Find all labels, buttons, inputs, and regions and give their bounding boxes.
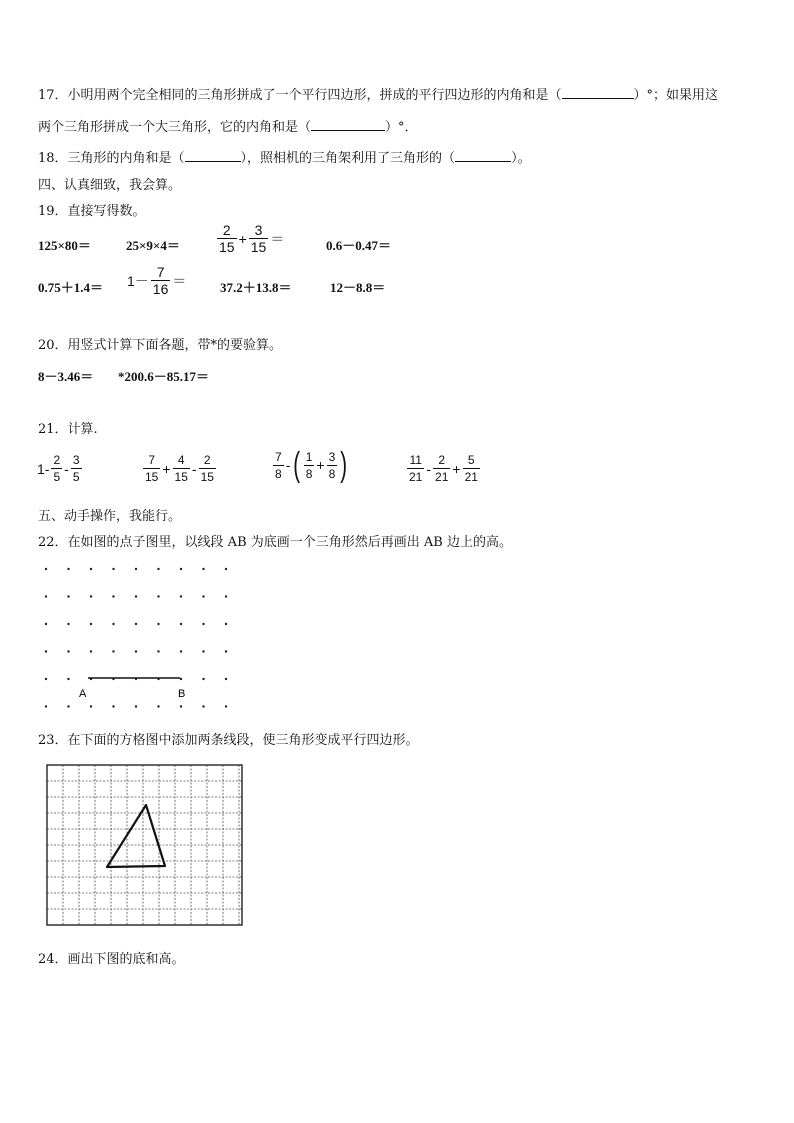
q18-answer-blank-2[interactable] <box>455 149 511 162</box>
grid-dot <box>225 568 227 570</box>
fraction: $\frac{7}{8}$ <box>275 449 282 481</box>
q21-expr-d: $\frac{11}{21}$ - $\frac{2}{21}$ + $\frac{5}{21}$ <box>409 453 478 484</box>
grid-dot <box>225 678 227 680</box>
grid-dot <box>112 595 114 597</box>
grid-dot <box>67 678 69 680</box>
grid-dot <box>180 568 182 570</box>
q17-line2 <box>38 116 418 135</box>
grid-dot <box>202 623 204 625</box>
grid-dot <box>135 595 137 597</box>
fraction: $\frac{2}{5}$ <box>53 453 61 484</box>
grid-dot <box>157 623 159 625</box>
grid-dot <box>45 705 47 707</box>
grid-dot <box>67 568 69 570</box>
q21-expr-b: $\frac{7}{15}$ + $\frac{4}{15}$ - $\frac{2}{15}$ <box>145 453 214 484</box>
q21-expr-a: 1- $\frac{2}{5}$ - $\frac{3}{5}$ <box>37 453 80 484</box>
q19-expr-2: 25×9×4＝ <box>126 238 180 253</box>
q22-title: 22．在如图的点子图里，以线段 AB 为底画一个三角形然后再画出 AB 边上的高。 <box>38 535 512 550</box>
q19-title: 19．直接写得数。 <box>38 204 146 219</box>
q24-title: 24．画出下图的底和高。 <box>38 952 185 967</box>
grid-dot <box>135 705 137 707</box>
q18-text1: 18．三角形的内角和是（ <box>38 151 185 166</box>
grid-dot <box>90 623 92 625</box>
grid-dot <box>202 705 204 707</box>
q17-text1-end: ）°；如果用这 <box>633 88 719 103</box>
q18-text3: ）。 <box>511 151 531 166</box>
fraction: $\frac{11}{21}$ <box>409 453 423 484</box>
grid-dots <box>45 568 240 708</box>
grid-dot <box>67 705 69 707</box>
grid-dot <box>157 650 159 652</box>
grid-dot <box>45 650 47 652</box>
q17-answer-blank-1[interactable] <box>562 86 634 99</box>
grid-dot <box>180 678 182 680</box>
grid-dot <box>202 595 204 597</box>
grid-dot <box>90 568 92 570</box>
q19-expr-6: 1－ $\frac{7}{16}$ ＝ <box>127 264 187 297</box>
grid-dot <box>90 595 92 597</box>
grid-dot <box>45 568 47 570</box>
q19-expr-3: $\frac{2}{15}$ + $\frac{3}{15}$ ＝ <box>219 222 285 255</box>
fraction: $\frac{2}{15}$ <box>200 453 214 484</box>
grid-dot <box>180 650 182 652</box>
q18-text2: ），照相机的三角架利用了三角形的（ <box>240 151 456 166</box>
square-grid-figure[interactable] <box>46 764 246 928</box>
fraction: $\frac{5}{21}$ <box>464 453 478 484</box>
grid-dot <box>157 568 159 570</box>
grid-dot <box>112 650 114 652</box>
grid-dot <box>225 705 227 707</box>
q21-title: 21．计算. <box>38 422 98 437</box>
q18-line <box>38 147 531 166</box>
q20-expr-1: 8－3.46＝ <box>38 369 94 384</box>
section-4-heading: 四、认真细致，我会算。 <box>38 178 182 193</box>
q19-expr-7: 37.2＋13.8＝ <box>220 280 292 295</box>
section-5-heading: 五、动手操作，我能行。 <box>38 509 182 524</box>
grid-dot <box>225 650 227 652</box>
q19-expr-4: 0.6－0.47＝ <box>326 238 392 253</box>
grid-dot <box>202 678 204 680</box>
grid-dot <box>45 678 47 680</box>
q19-expr-5: 0.75＋1.4＝ <box>38 280 104 295</box>
label-b: B <box>178 688 186 700</box>
grid-dot <box>225 623 227 625</box>
grid-dot <box>180 595 182 597</box>
grid-lines <box>47 765 242 925</box>
grid-dot <box>202 650 204 652</box>
q17-text1: 17．小明用两个完全相同的三角形拼成了一个平行四边形，拼成的平行四边形的内角和是（ <box>38 88 562 103</box>
grid-dot <box>112 705 114 707</box>
grid-dot <box>45 595 47 597</box>
fraction: $\frac{2}{21}$ <box>435 453 449 484</box>
q17-line1 <box>38 84 718 103</box>
q17-text2-end: ）°． <box>385 120 418 135</box>
grid-dot <box>45 623 47 625</box>
q19-expr-8: 12－8.8＝ <box>330 280 386 295</box>
grid-dot <box>157 705 159 707</box>
q18-answer-blank-1[interactable] <box>185 149 241 162</box>
triangle-shape <box>107 805 165 867</box>
q21-expr-c: $\frac{7}{8}$ -( $\frac{1}{8}$ + $\frac{3}{8}$ ) <box>275 446 348 484</box>
q17-text2: 两个三角形拼成一个大三角形，它的内角和是（ <box>38 120 312 135</box>
grid-dot <box>67 650 69 652</box>
fraction: $\frac{4}{15}$ <box>174 453 188 484</box>
fraction: $\frac{7}{16}$ <box>152 264 169 297</box>
fraction: $\frac{7}{15}$ <box>145 453 159 484</box>
label-a: A <box>79 688 87 700</box>
q19-expr-1: 125×80＝ <box>38 238 91 253</box>
grid-dot <box>112 568 114 570</box>
q20-expr-2: *200.6－85.17＝ <box>118 369 210 384</box>
fraction: $\frac{3}{8}$ <box>328 449 336 481</box>
grid-dot <box>135 650 137 652</box>
grid-dot <box>202 568 204 570</box>
fraction: $\frac{3}{5}$ <box>72 453 80 484</box>
q23-title: 23．在下面的方格图中添加两条线段，使三角形变成平行四边形。 <box>38 733 419 748</box>
grid-dot <box>157 595 159 597</box>
grid-dot <box>225 595 227 597</box>
grid-dot <box>90 705 92 707</box>
grid-dot <box>112 623 114 625</box>
grid-dot <box>90 650 92 652</box>
grid-dot <box>67 623 69 625</box>
grid-dot <box>67 595 69 597</box>
fraction: $\frac{3}{15}$ <box>250 222 267 255</box>
q17-answer-blank-2[interactable] <box>311 118 385 131</box>
grid-dot <box>135 623 137 625</box>
grid-dot <box>180 705 182 707</box>
grid-dot <box>135 568 137 570</box>
q20-title: 20．用竖式计算下面各题，带*的要验算。 <box>38 338 283 353</box>
fraction: $\frac{1}{8}$ <box>305 449 313 481</box>
dot-grid-figure[interactable] <box>30 560 240 710</box>
fraction: $\frac{2}{15}$ <box>219 222 235 255</box>
grid-dot <box>180 623 182 625</box>
